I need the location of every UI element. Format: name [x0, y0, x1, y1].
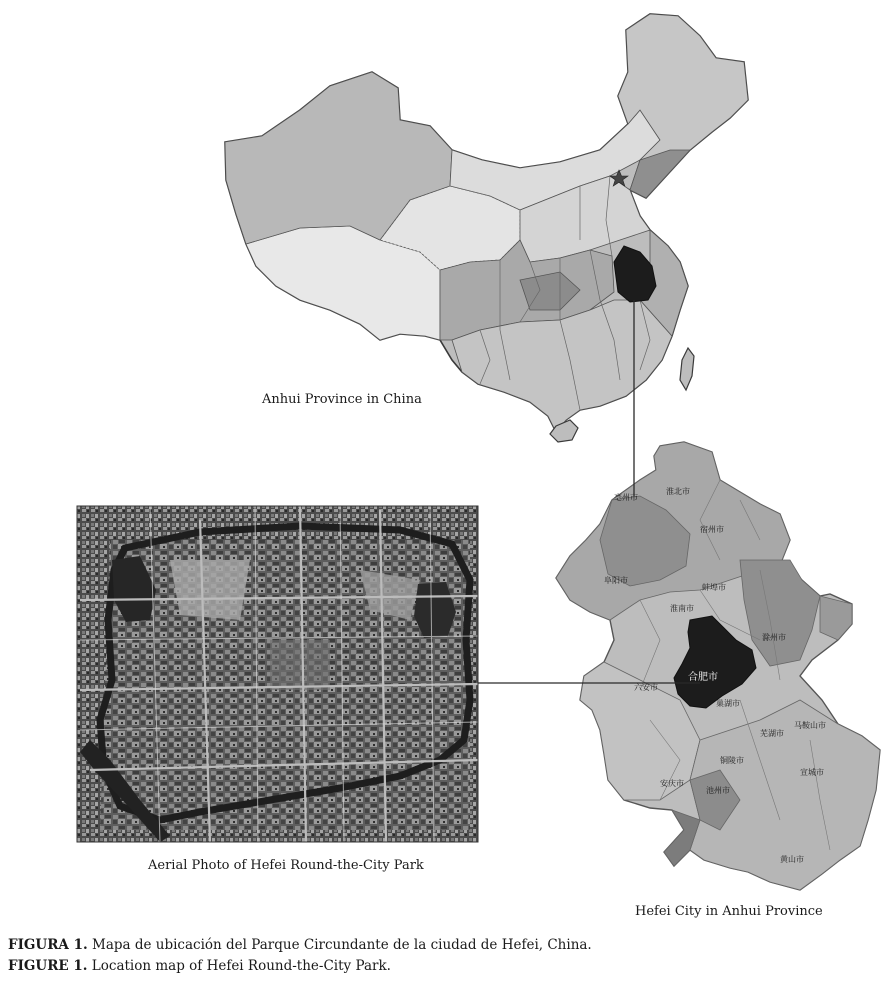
aerial-photo: [77, 506, 478, 842]
caption-spanish-text: Mapa de ubicación del Parque Circundante de la ciudad de Hefei, China.: [87, 937, 592, 953]
china-map-label: Anhui Province in China: [262, 392, 422, 407]
taiwan-island: [680, 348, 694, 390]
anhui-city-label: 淮北市: [666, 487, 690, 496]
anhui-city-label: 宿州市: [700, 525, 724, 534]
anhui-city-label: 马鞍山市: [794, 721, 826, 730]
anhui-city-label: 安庆市: [660, 779, 684, 788]
caption-spanish-prefix: FIGURA 1.: [8, 937, 88, 953]
anhui-city-label: 巢湖市: [716, 699, 740, 708]
anhui-city-label: 六安市: [634, 683, 658, 692]
anhui-city-label: 宣城市: [800, 768, 824, 777]
anhui-city-label: 蚌埠市: [702, 583, 726, 592]
anhui-city-label: 合肥市: [688, 672, 718, 683]
anhui-map: [556, 442, 880, 890]
caption-english: [8, 958, 391, 974]
anhui-city-label: 黄山市: [780, 855, 804, 864]
anhui-city-label: 滁州市: [762, 633, 786, 642]
anhui-city-label: 亳州市: [614, 493, 638, 502]
anhui-map-label: Hefei City in Anhui Province: [635, 904, 823, 919]
china-map: [225, 14, 748, 442]
anhui-city-label: 阜阳市: [604, 576, 628, 585]
caption-english-prefix: FIGURE 1.: [8, 958, 88, 974]
aerial-photo-label: Aerial Photo of Hefei Round-the-City Park: [148, 858, 424, 873]
anhui-city-label: 芜湖市: [760, 729, 784, 738]
anhui-city-label: 淮南市: [670, 604, 694, 613]
caption-spanish: [8, 937, 592, 953]
caption-english-text: Location map of Hefei Round-the-City Park.: [87, 958, 391, 974]
anhui-city-label: 铜陵市: [720, 756, 744, 765]
anhui-city-label: 池州市: [706, 786, 730, 795]
